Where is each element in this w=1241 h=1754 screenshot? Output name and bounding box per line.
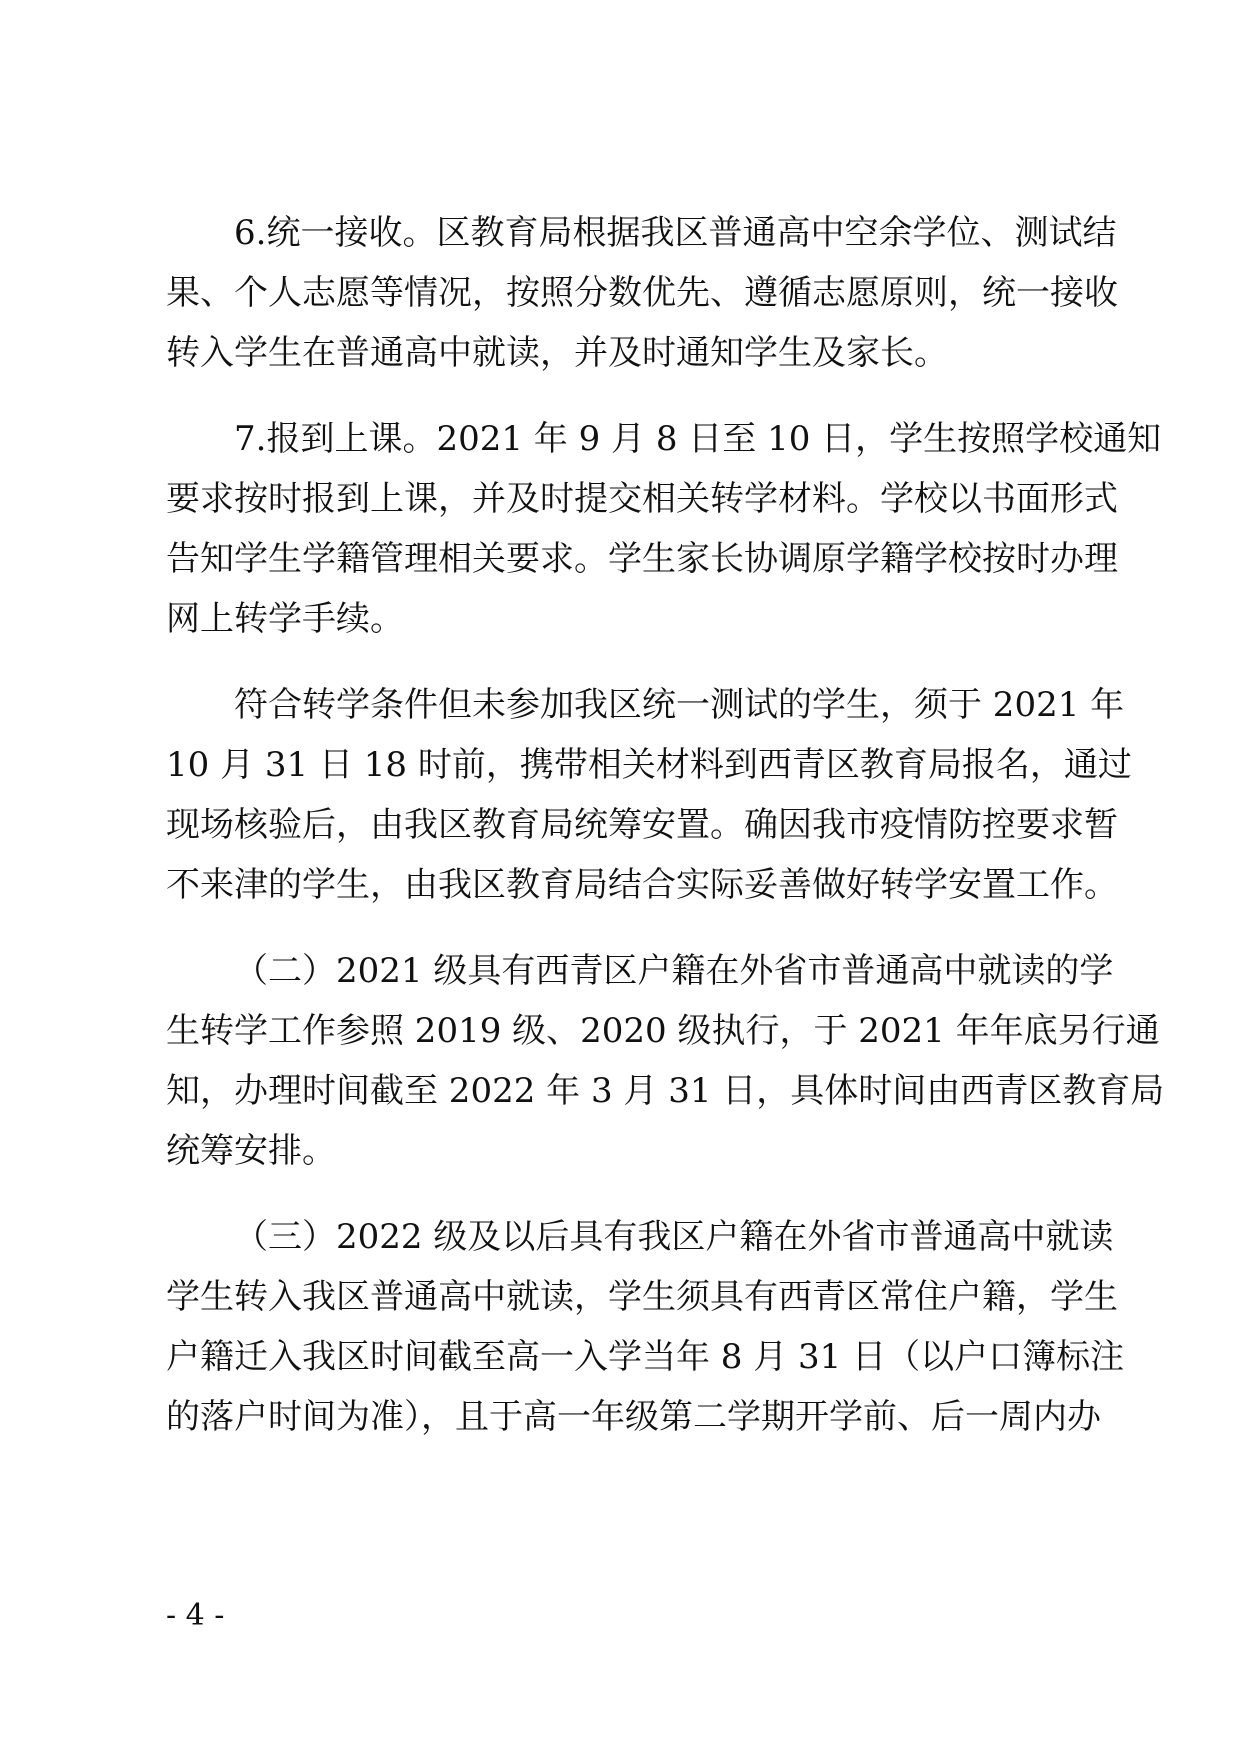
paragraph-4-line-4: 统筹安排。 [166, 1131, 336, 1171]
page-number: - 4 - [166, 1598, 225, 1633]
paragraph-1-line-2: 果、个人志愿等情况，按照分数优先、遵循志愿原则，统一接收 [166, 273, 1118, 313]
paragraph-5-line-4: 的落户时间为准），且于高一年级第二学期开学前、后一周内办 [166, 1397, 1101, 1437]
paragraph-2-line-4: 网上转学手续。 [166, 599, 404, 639]
paragraph-1-line-3: 转入学生在普通高中就读，并及时通知学生及家长。 [166, 333, 948, 373]
paragraph-2-line-1: 7.报到上课。2021 年 9 月 8 日至 10 日，学生按照学校通知 [234, 419, 1162, 459]
paragraph-3-line-2: 10 月 31 日 18 时前，携带相关材料到西青区教育局报名，通过 [166, 745, 1132, 785]
paragraph-4-line-1: （二）2021 级具有西青区户籍在外省市普通高中就读的学 [234, 951, 1114, 991]
paragraph-3-line-4: 不来津的学生，由我区教育局结合实际妥善做好转学安置工作。 [166, 865, 1118, 905]
paragraph-5-line-3: 户籍迁入我区时间截至高一入学当年 8 月 31 日（以户口簿标注 [166, 1337, 1125, 1377]
paragraph-1-line-1: 6.统一接收。区教育局根据我区普通高中空余学位、测试结 [234, 213, 1117, 253]
paragraph-2-line-2: 要求按时报到上课，并及时提交相关转学材料。学校以书面形式 [166, 479, 1118, 519]
paragraph-5-line-2: 学生转入我区普通高中就读，学生须具有西青区常住户籍，学生 [166, 1277, 1118, 1317]
paragraph-4-line-2: 生转学工作参照 2019 级、2020 级执行，于 2021 年年底另行通 [166, 1011, 1160, 1051]
paragraph-4-line-3: 知，办理时间截至 2022 年 3 月 31 日，具体时间由西青区教育局 [166, 1071, 1165, 1111]
paragraph-3-line-1: 符合转学条件但未参加我区统一测试的学生，须于 2021 年 [234, 685, 1125, 725]
paragraph-3-line-3: 现场核验后，由我区教育局统筹安置。确因我市疫情防控要求暂 [166, 805, 1118, 845]
paragraph-5-line-1: （三）2022 级及以后具有我区户籍在外省市普通高中就读 [234, 1217, 1114, 1257]
paragraph-2-line-3: 告知学生学籍管理相关要求。学生家长协调原学籍学校按时办理 [166, 539, 1118, 579]
